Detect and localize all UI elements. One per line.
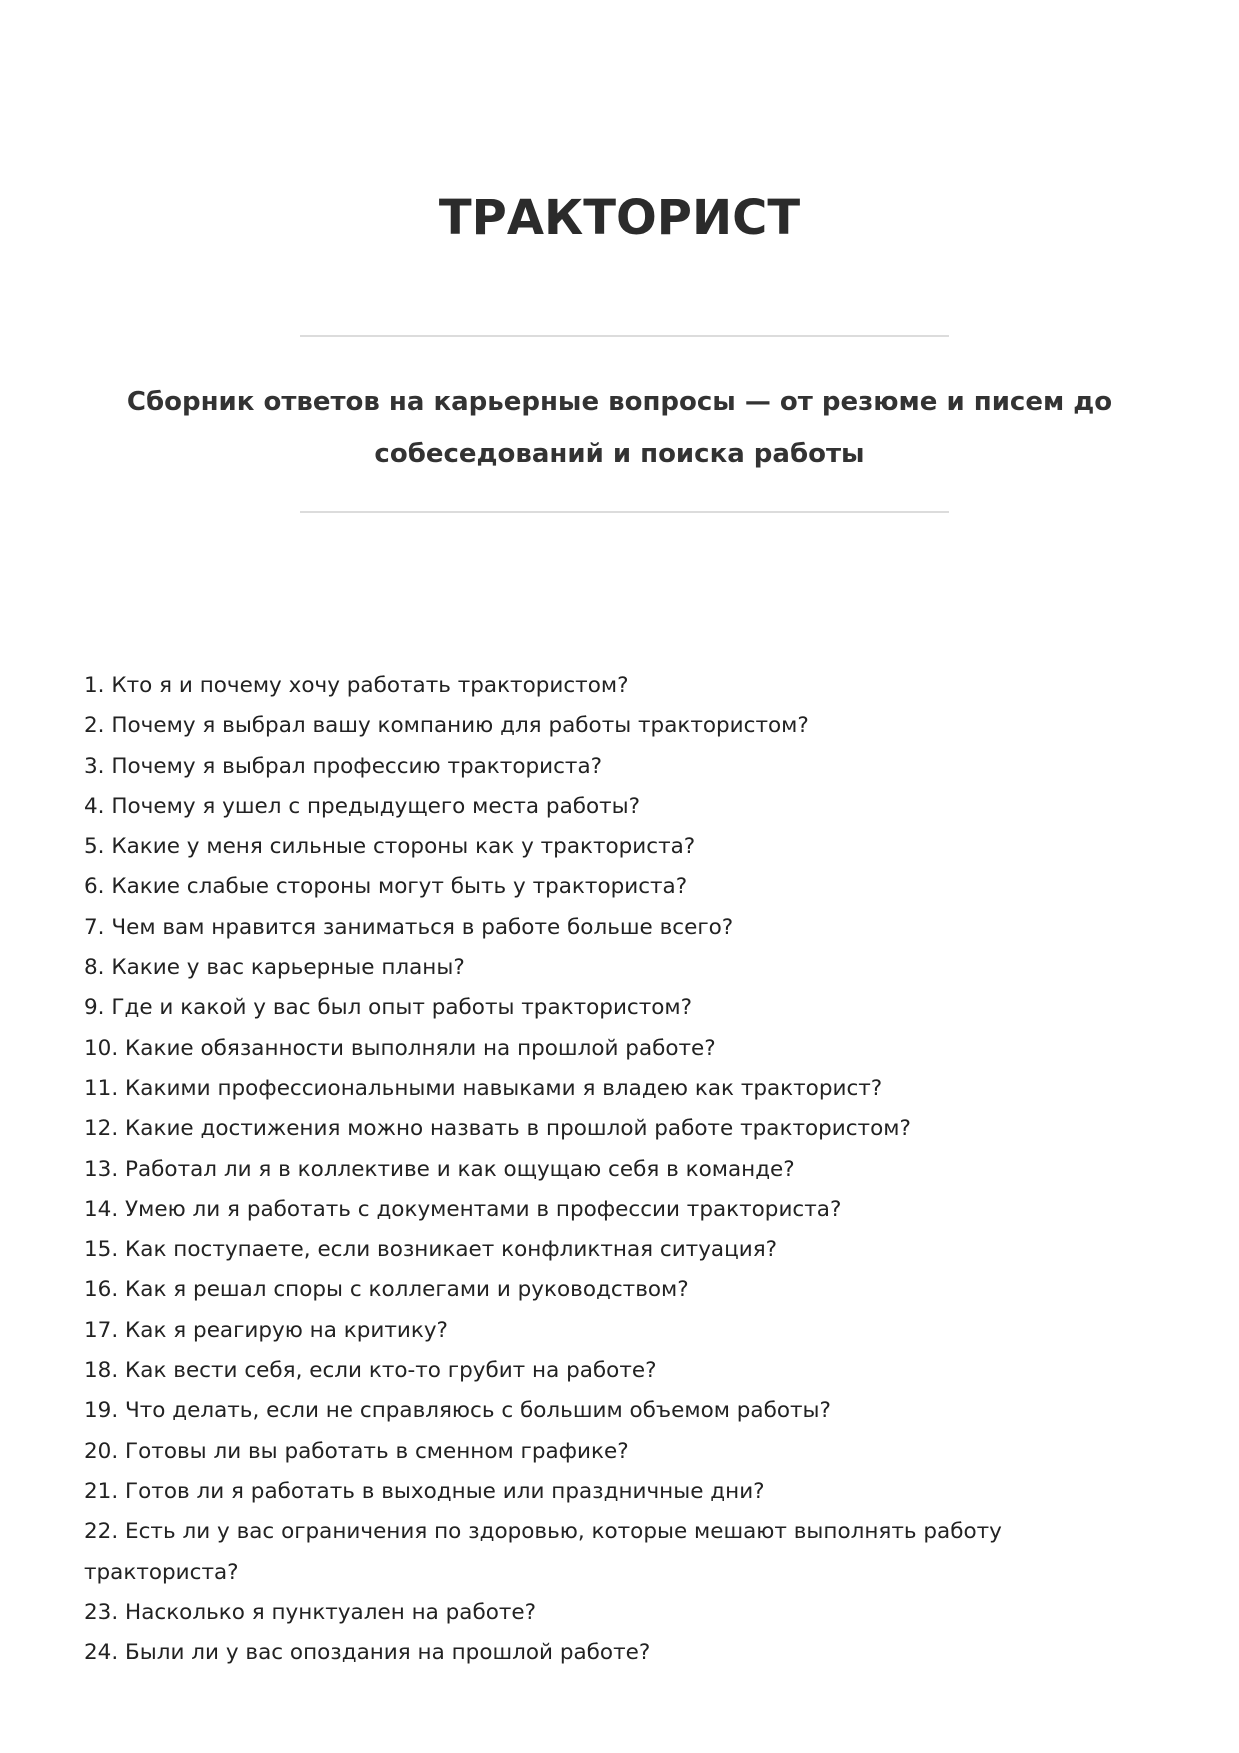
question-item: 9. Где и какой у вас был опыт работы трактористом? [84,995,693,1021]
question-item: 2. Почему я выбрал вашу компанию для работы трактористом? [84,713,809,739]
question-item: 19. Что делать, если не справляюсь с большим объемом работы? [84,1398,831,1424]
question-item: 5. Какие у меня сильные стороны как у тракториста? [84,834,696,860]
divider-bottom [300,511,949,513]
question-item: 1. Кто я и почему хочу работать трактористом? [84,673,629,698]
question-item: 15. Как поступаете, если возникает конфликтная ситуация? [84,1237,778,1263]
question-item: 24. Были ли у вас опоздания на прошлой работе? [84,1640,651,1666]
divider-top [300,335,949,337]
question-item: 22. Есть ли у вас ограничения по здоровью, которые мешают выполнять работу тракториста? [84,1519,1002,1585]
question-item: 14. Умею ли я работать с документами в профессии тракториста? [84,1196,842,1222]
question-item: 3. Почему я выбрал профессию тракториста? [84,753,603,779]
question-item: 21. Готов ли я работать в выходные или праздничные дни? [84,1478,765,1504]
question-list [84,666,1034,1673]
question-item: 4. Почему я ушел с предыдущего места работы? [84,793,641,819]
subtitle: Сборник ответов на карьерные вопросы — от резюме и писем до собеседований и поиска работы [126,387,1113,469]
question-item: 8. Какие у вас карьерные планы? [84,955,465,981]
question-item: 12. Какие достижения можно назвать в прошлой работе трактористом? [84,1116,911,1142]
page-title: ТРАКТОРИСТ [438,190,801,246]
question-item: 20. Готовы ли вы работать в сменном графике? [84,1438,629,1464]
question-item: 10. Какие обязанности выполняли на прошлой работе? [84,1035,716,1061]
question-item: 17. Как я реагирую на критику? [84,1317,448,1343]
question-item: 23. Насколько я пунктуален на работе? [84,1599,537,1625]
question-item: 18. Как вести себя, если кто-то грубит на работе? [84,1358,657,1384]
question-item: 6. Какие слабые стороны могут быть у тракториста? [84,874,688,900]
question-item: 7. Чем вам нравится заниматься в работе больше всего? [84,914,734,940]
question-item: 16. Как я решал споры с коллегами и руководством? [84,1277,689,1303]
question-item: 11. Какими профессиональными навыками я владею как тракторист? [84,1075,883,1101]
question-item: 13. Работал ли я в коллективе и как ощущаю себя в команде? [84,1156,795,1182]
